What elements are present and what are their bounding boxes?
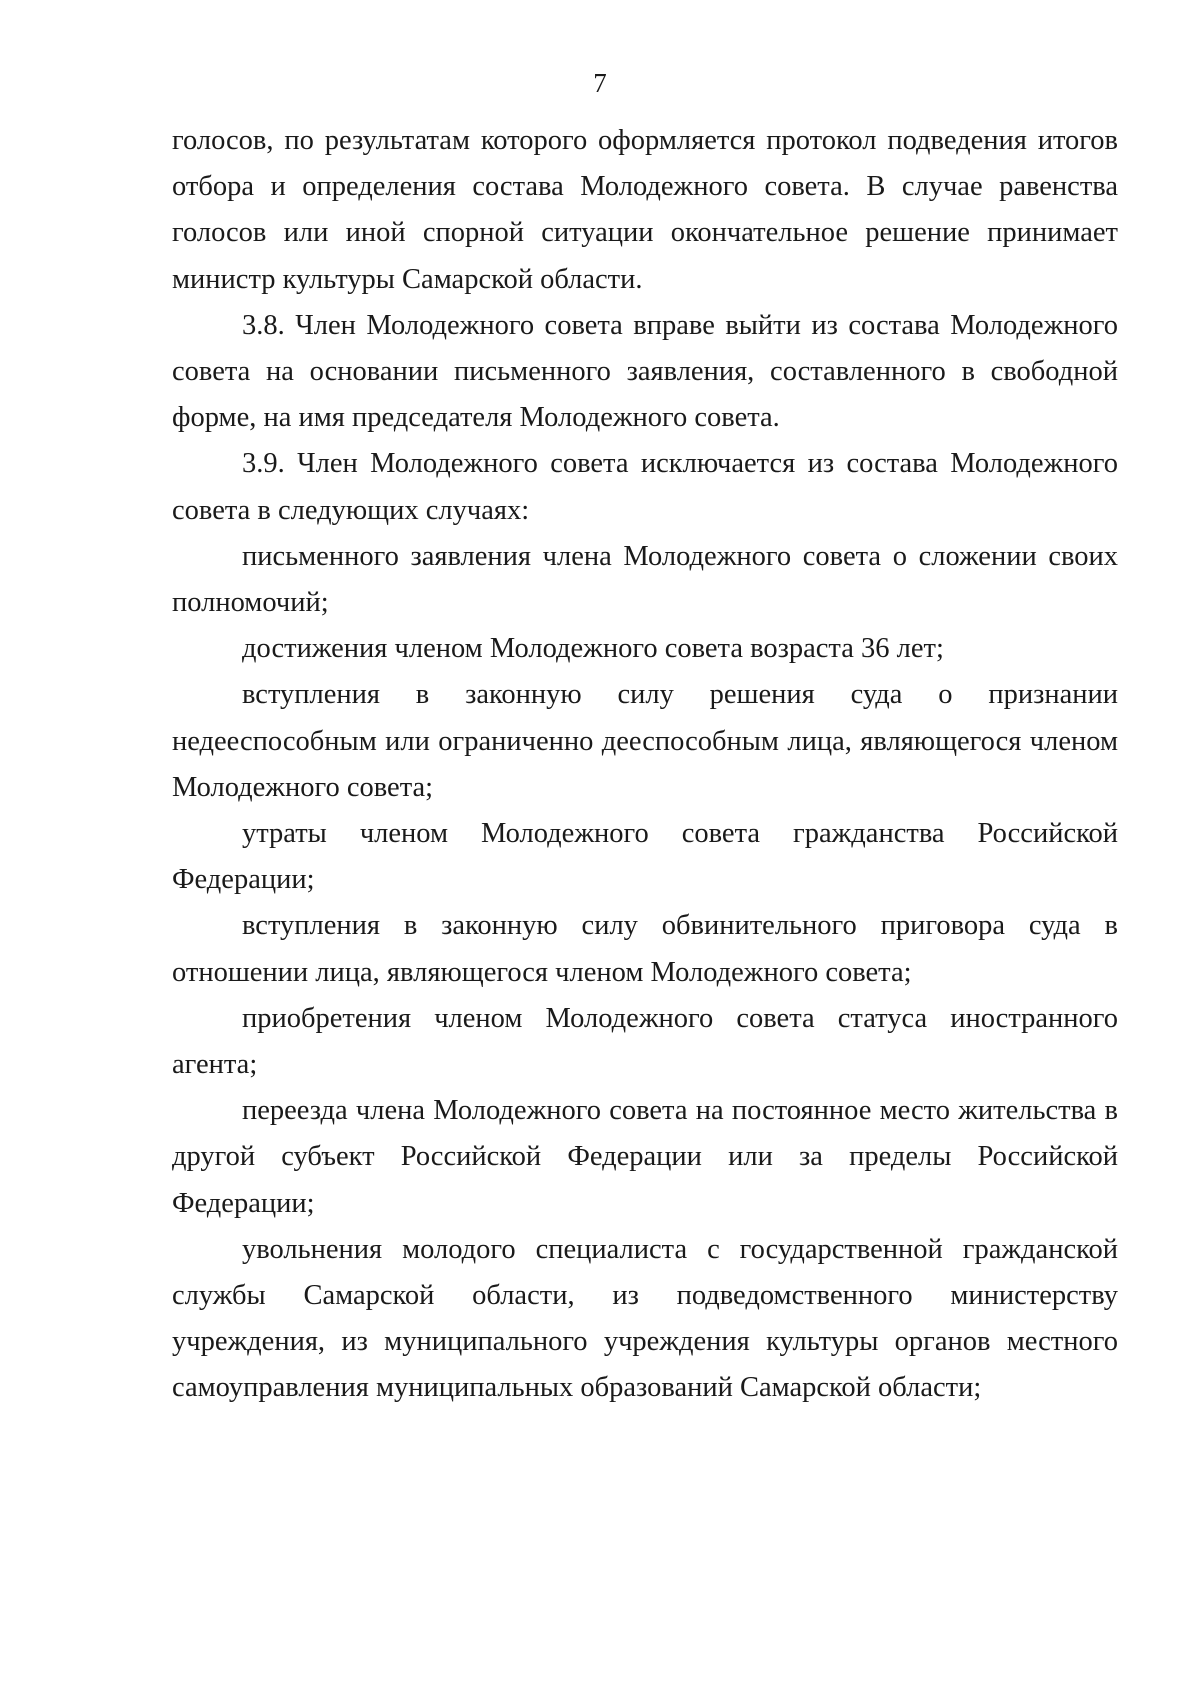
paragraph-3-9: 3.9. Член Молодежного совета исключается из состава Молодежного совета в следующих случаях: (172, 448, 1118, 526)
paragraph-voting-result: голосов, по результатам которого оформляется протокол подведения итогов отбора и определения состава Молодежного совета. В случае равенства голосов или иной спорной ситуации окончательное решение принимает министр культуры Самарской области. (172, 125, 1118, 295)
list-item-written-statement: письменного заявления члена Молодежного совета о сложении своих полномочий; (172, 540, 1118, 619)
list-item-age-limit: достижения членом Молодежного совета возраста 36 лет; (242, 633, 944, 665)
list-item-incapacity: вступления в законную силу решения суда о признании недееспособным или ограниченно дееспособным лица, являющегося членом Молодежного совета; (172, 679, 1118, 803)
list-item-foreign-agent: приобретения членом Молодежного совета статуса иностранного агента; (172, 1002, 1118, 1081)
list-item-citizenship-loss: утраты членом Молодежного совета гражданства Российской Федерации; (172, 818, 1118, 896)
page-number: 7 (593, 68, 607, 98)
paragraph-3-8: 3.8. Член Молодежного совета вправе выйти из состава Молодежного совета на основании письменного заявления, составленного в свободной форме, на имя председателя Молодежного совета. (172, 309, 1118, 434)
document-body (172, 118, 1118, 1412)
list-item-relocation: переезда члена Молодежного совета на постоянное место жительства в другой субъект Российской Федерации или за пределы Российской Федерации; (172, 1095, 1118, 1219)
list-item-conviction: вступления в законную силу обвинительного приговора суда в отношении лица, являющегося членом Молодежного совета; (172, 910, 1118, 988)
list-item-dismissal: увольнения молодого специалиста с государственной гражданской службы Самарской области, из подведомственного министерству учреждения, из муниципального учреждения культуры органов местного самоуправления муниципальных образований Самарской области; (172, 1233, 1118, 1404)
